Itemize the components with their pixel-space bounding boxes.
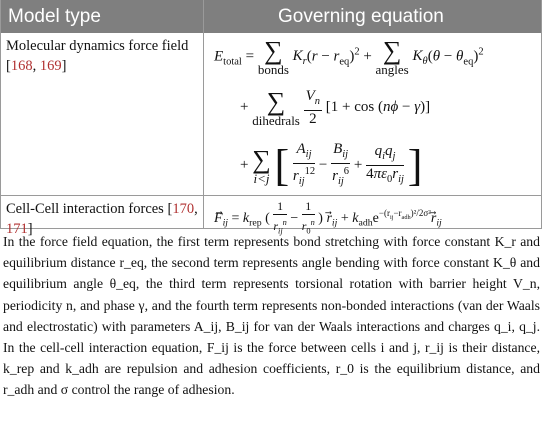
citation-171[interactable]: 171: [6, 221, 28, 237]
header-governing-equation: Governing equation: [278, 6, 444, 27]
table-left-border: [0, 0, 1, 228]
force-field-equation-line-1: $E_{total}$ = ∑ bonds $K_r(r - r_{eq})^2$ + ∑ angles $K_\theta(\theta - \theta_{eq})^2$: [214, 36, 484, 77]
table-footnote: In the force field equation, the first term represents bond stretching with force constant K_r and equilibrium distance r_eq, the second term represents angle bending with force constant K_θ and equilibrium angle θ_eq, the third term represents torsional rotation with barrier height V_n, periodicity n, and phase γ, and the fourth term represents non-bonded interactions (van der Waals and electrostatic) with parameters A_ij, B_ij for van der Waals interactions and charges q_i, q_j. In the cell-cell interaction equation, F_ij is the force between cells i and j, r_ij is their distance, k_rep and k_adh are repulsion and adhesion coefficients, r_0 is the equilibrium distance, and r_adh and σ control the range of adhesion.: [3, 234, 540, 398]
force-field-equation-line-3: + ∑ i<j [ $\frac{A_{ij}}{r_{ij}^{12}}$ − $\frac{B_{ij}}{r_{ij}^6}$ + $\frac{q_iq_j}{4\pi\varepsilon_0r_{ij}}$ ]: [240, 141, 423, 190]
citation-170[interactable]: 170: [172, 201, 195, 217]
row-cell-label: Cell-Cell interaction forces: [6, 201, 164, 217]
row-md-refs: [168, 169]: [6, 58, 67, 74]
table-header: [0, 0, 542, 33]
row-md-model: [6, 36, 198, 76]
table-column-divider: [203, 0, 204, 228]
force-field-equation-line-2: + ∑ dihedrals $\frac{V_n}{2}$ [1 + cos (nϕ − γ)]: [240, 86, 431, 128]
citation-169[interactable]: 169: [39, 58, 62, 74]
header-model-type: Model type: [8, 6, 101, 27]
cell-cell-equation: $F_{ij} = k_{rep}$ ( $\frac{1}{r_{ij}^n}$ − $\frac{1}{r_0^n}$ ) $r_{ij} + k_{adh}e^{-(r_{ij}-r_{adh})^2/2\sigma^2}r_{ij}$: [214, 199, 442, 236]
citation-168[interactable]: 168: [10, 58, 33, 74]
row-divider: [0, 195, 542, 196]
row-cell-refs: [170, 171]: [6, 201, 198, 237]
row-md-label: Molecular dynamics force field: [6, 38, 189, 54]
